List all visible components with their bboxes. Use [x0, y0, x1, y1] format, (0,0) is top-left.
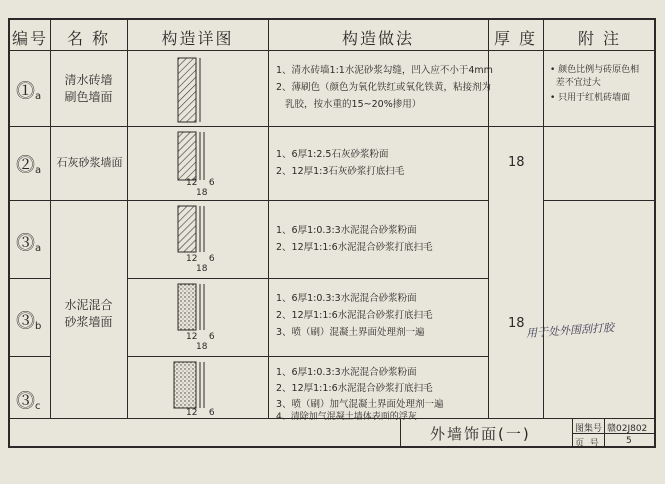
dim-label: 12 6	[186, 408, 215, 418]
grid-line	[268, 18, 269, 418]
page-number: 5	[626, 436, 632, 446]
row-code: $⓷_b$	[16, 310, 42, 332]
dim-label: 18	[196, 188, 208, 198]
grid-line	[8, 278, 50, 279]
dim-label: 18	[196, 264, 208, 274]
row-name: 石灰砂浆墙面	[56, 156, 123, 169]
grid-line	[543, 200, 656, 201]
atlas-label: 图集号	[575, 424, 603, 434]
dim-label: 12 6	[186, 332, 215, 342]
thickness-value: 18	[508, 316, 525, 331]
handwritten-annotation: 用于处外围刮打胶	[525, 320, 615, 341]
header-notes: 附 注	[577, 29, 622, 48]
row-name: 清水砖墙 刷色墙面	[64, 73, 113, 104]
method-step: 1、6厚1:0.3:3水泥混合砂浆粉面	[276, 367, 417, 378]
thickness-value: 18	[508, 155, 525, 170]
note-line: • 只用于红机砖墙面	[550, 93, 631, 103]
header-name: 名 称	[66, 29, 111, 48]
dim-label: 12 6	[186, 254, 215, 264]
grid-line	[8, 126, 656, 127]
method-step: 2、12厚1:3石灰砂浆打底扫毛	[276, 166, 405, 177]
row-code: $⓷_a$	[16, 232, 42, 254]
wall-section-drawings	[160, 56, 240, 416]
atlas-number: 赣02J802	[607, 424, 648, 434]
header-thickness: 厚 度	[493, 29, 538, 48]
grid-line	[543, 18, 544, 418]
row-code: $⓵_a$	[16, 80, 42, 102]
grid-line	[127, 18, 128, 418]
method-step: 4、清除加气混凝土墙体表面的浮灰	[276, 412, 417, 422]
grid-line	[8, 50, 656, 51]
row-code: $⓷_c$	[16, 390, 41, 412]
method-step: 1、6厚1:0.3:3水泥混合砂浆粉面	[276, 293, 417, 304]
method-step: 3、喷（刷）加气混凝土界面处理剂一遍	[276, 399, 444, 410]
grid-line	[400, 418, 401, 448]
method-step: 3、喷（刷）混凝土界面处理剂一遍	[276, 327, 425, 338]
header-code: 编号	[11, 29, 48, 48]
sheet-title: 外墙饰面(一)	[430, 425, 531, 443]
method-step: 1、6厚1:2.5石灰砂浆粉面	[276, 149, 389, 160]
method-step: 2、12厚1:1:6水泥混合砂浆打底扫毛	[276, 242, 433, 253]
row-code: $⓶_a$	[16, 154, 42, 176]
method-step: 1、6厚1:0.3:3水泥混合砂浆粉面	[276, 225, 417, 236]
grid-line	[8, 200, 488, 201]
method-step: 2、12厚1:1:6水泥混合砂浆打底扫毛	[276, 383, 433, 394]
grid-line	[50, 18, 51, 418]
dim-label: 18	[196, 342, 208, 352]
grid-line	[8, 356, 50, 357]
method-step: 2、薄刷色（颜色为氧化铁红或氧化铁黄，粘接剂为	[276, 82, 492, 93]
note-line: • 颜色比例与砖原色相	[550, 65, 640, 75]
row-name: 水泥混合 砂浆墙面	[64, 298, 113, 329]
method-step: 1、清水砖墙1:1水泥砂浆勾缝，凹入应不小于4mm	[276, 65, 493, 76]
dim-label: 12 6	[186, 178, 215, 188]
method-step: 2、12厚1:1:6水泥混合砂浆打底扫毛	[276, 310, 433, 321]
header-detail: 构造详图	[161, 29, 234, 48]
page-label: 页 号	[575, 439, 599, 449]
header-method: 构造做法	[341, 29, 414, 48]
note-line: 差不宜过大	[550, 78, 601, 88]
method-step: 乳胶，按水重的15~20%掺用）	[276, 99, 422, 110]
